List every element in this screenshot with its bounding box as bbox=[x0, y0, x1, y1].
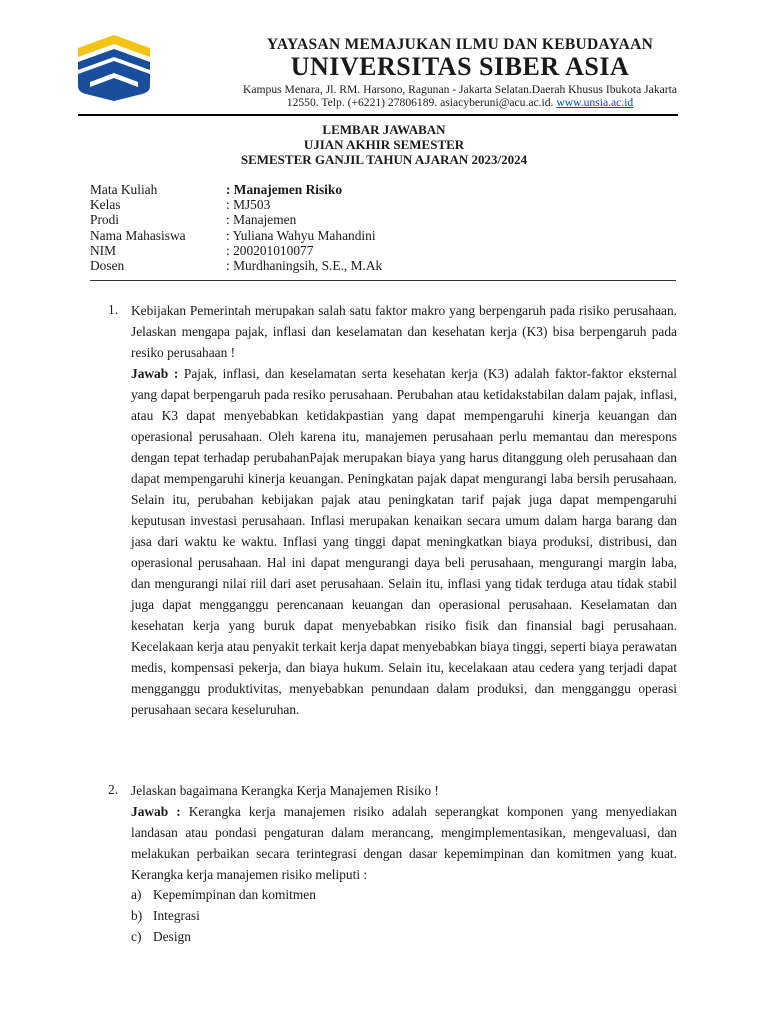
header-divider bbox=[78, 114, 678, 116]
foundation-name: YAYASAN MEMAJUKAN ILMU DAN KEBUDAYAAN bbox=[266, 36, 654, 53]
website-link[interactable]: www.unsia.ac.id bbox=[556, 96, 634, 109]
university-name: UNIVERSITAS SIBER ASIA bbox=[290, 52, 630, 81]
info-value: : MJ503 bbox=[226, 197, 271, 213]
question-1-text: Kebijakan Pemerintah merupakan salah satu faktor makro yang berpengaruh pada risiko perusahaan. Jelaskan mengapa pajak, inflasi dan keselamatan dan kesehatan kerja (K3) bisa berpengaruh pada resiko perusahaan ! bbox=[131, 303, 677, 360]
address-line-2 bbox=[170, 96, 750, 109]
info-label: Kelas bbox=[90, 197, 121, 213]
question-number: 2. bbox=[108, 782, 119, 797]
info-label: Prodi bbox=[90, 212, 120, 228]
university-logo bbox=[76, 32, 152, 102]
info-value: : 200201010077 bbox=[226, 242, 314, 258]
info-value: : Manajemen Risiko bbox=[226, 182, 343, 197]
answer-1-text: Pajak, inflasi, dan keselamatan serta kesehatan kerja (K3) adalah faktor-faktor eksternal yang dapat berpengaruh pada resiko perusahaan. Perubahan atau ketidakstabilan dalam pajak, inflasi, atau K3 dapat menyebabkan ketidakpastian yang dapat mempengaruhi kinerja keuangan dan operasional perusahaan. Oleh karena itu, manajemen perusahaan perlu memantau dan merespons dengan tepat terhadap perubahanPajak merupakan biaya yang harus ditanggung oleh perusahaan dan dapat mempengaruhi kinerja keuangan. Peningkatan pajak dapat mengurangi laba bersih perusahaan. Selain itu, perubahan kebijakan pajak atau peningkatan tarif pajak juga dapat mempengaruhi keputusan investasi perusahaan. Inflasi merupakan kenaikan secara umum dalam harga barang dan jasa dari waktu ke waktu. Inflasi yang tinggi dapat meningkatkan biaya produksi, distribusi, dan operasional perusahaan. Hal ini dapat mengurangi daya beli perusahaan, mengurangi margin laba, dan mengurangi nilai riil dari aset perusahaan. Selain itu, inflasi yang tidak terduga atau tidak stabil juga dapat mengganggu perencanaan keuangan dan operasional perusahaan. Keselamatan dan kesehatan kerja yang buruk dapat menyebabkan risiko fisik dan finansial bagi perusahaan. Kecelakaan kerja atau penyakit terkait kerja dapat menyebabkan biaya tinggi, seperti biaya perawatan medis, kompensasi pekerja, dan biaya hukum. Selain itu, kecelakaan atau cedera yang terjadi dapat mengganggu produktivitas, menyebabkan penundaan dalam produksi, dan mengganggu operasi perusahaan secara keseluruhan. bbox=[131, 366, 677, 717]
list-text: Integrasi bbox=[153, 908, 200, 923]
answer-2 bbox=[131, 801, 677, 885]
list-item bbox=[131, 929, 191, 945]
info-value: : Murdhaningsih, S.E., M.Ak bbox=[226, 257, 383, 273]
list-item bbox=[131, 887, 316, 903]
info-label: NIM bbox=[90, 242, 117, 258]
answer-1 bbox=[131, 363, 677, 720]
info-row-lecturer bbox=[90, 258, 382, 273]
info-label: Mata Kuliah bbox=[90, 182, 158, 197]
info-row-class bbox=[90, 197, 382, 212]
semester-title: SEMESTER GANJIL TAHUN AJARAN 2023/2024 bbox=[240, 152, 528, 167]
info-value: : Yuliana Wahyu Mahandini bbox=[226, 227, 376, 243]
question-number: 1. bbox=[108, 302, 119, 317]
answer-label: Jawab : bbox=[131, 804, 181, 819]
document-title: LEMBAR JAWABAN bbox=[322, 122, 446, 137]
contact-info: 12550. Telp. (+6221) 27806189. asiacyberuni@acu.ac.id. bbox=[286, 96, 554, 109]
list-text: Kepemimpinan dan komitmen bbox=[153, 887, 316, 902]
list-letter: a) bbox=[131, 887, 142, 902]
exam-title: UJIAN AKHIR SEMESTER bbox=[303, 137, 465, 152]
list-letter: b) bbox=[131, 908, 143, 923]
address-line-1: Kampus Menara, Jl. RM. Harsono, Ragunan - Jakarta Selatan.Daerah Khusus Ibukota Jakarta bbox=[242, 83, 677, 96]
info-row-student-name bbox=[90, 228, 382, 243]
answer-label: Jawab : bbox=[131, 366, 179, 381]
student-info bbox=[90, 182, 382, 273]
question-2-text: Jelaskan bagaimana Kerangka Kerja Manajemen Risiko ! bbox=[131, 783, 439, 798]
info-row-nim bbox=[90, 243, 382, 258]
list-letter: c) bbox=[131, 929, 142, 944]
info-value: : Manajemen bbox=[226, 212, 297, 228]
info-row-program bbox=[90, 212, 382, 227]
answer-2-text: Kerangka kerja manajemen risiko adalah seperangkat komponen yang menyediakan landasan atau pondasi pengaturan dalam merancang, mengimplementasikan, mengevaluasi, dan melakukan perbaikan secara terintegrasi dengan dasar kepemimpinan dan komitmen yang kuat. Kerangka kerja manajemen risiko meliputi : bbox=[131, 804, 677, 882]
list-text: Design bbox=[153, 929, 191, 944]
info-label: Nama Mahasiswa bbox=[90, 227, 186, 243]
info-divider bbox=[90, 280, 676, 281]
list-item bbox=[131, 908, 200, 924]
info-label: Dosen bbox=[90, 257, 125, 273]
info-row-course bbox=[90, 182, 382, 197]
